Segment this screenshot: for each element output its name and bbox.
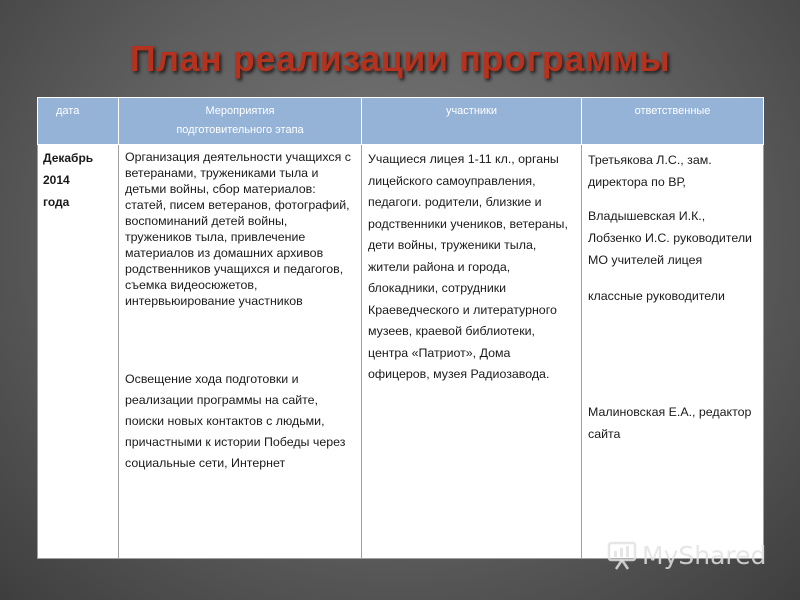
header-participants: участники [362,98,582,145]
presentation-board-icon [607,539,637,571]
myshared-watermark [607,536,767,574]
plan-table-container [37,97,763,559]
responsible-3: классные руководители [588,289,725,303]
header-events-line1: Мероприятия [205,105,275,117]
slide-title: План реализации программы [129,38,671,79]
plan-table [37,97,764,559]
header-events-line2: подготовительного этапа [176,124,304,136]
date-month: Декабрь [43,151,94,165]
cell-date [38,145,119,559]
table-row [38,145,764,559]
date-year: 2014 [43,173,70,187]
header-date: дата [38,98,119,145]
table-header-row [38,98,764,145]
cell-events [119,145,362,559]
date-suffix: года [43,195,70,209]
responsible-4: Малиновская Е.А., редактор сайта [588,405,752,441]
events-block-2: Освещение хода подготовки и реализации программы на сайте, поиски новых контактов с людьми, причастными к истории Победы через социальные сети, Интернет [125,372,346,470]
responsible-2: Владышевская И.К., Лобзенко И.С. руководители МО учителей лицея [588,209,752,267]
header-responsible: ответственные [582,98,764,145]
responsible-1: Третьякова Л.С., зам. директора по ВР, [588,153,712,189]
cell-responsible [582,145,764,559]
cell-participants: Учащиеся лицея 1-11 кл., органы лицейского самоуправления, педагоги. родители, близкие и родственники учеников, ветераны, дети войны, труженики тыла, жители района и города, блокадники, сотрудники Краеведческого и литературного музеев, краевой библиотеки, центра «Патриот», Дома офицеров, музея Радиозавода. [362,145,582,559]
header-events [119,98,362,145]
watermark-text: MyShared [642,540,767,570]
events-block-1: Организация деятельности учащихся с ветеранами, тружениками тыла и детьми войны, сбор материалов: статей, писем ветеранов, фотографий, воспоминаний детей войны, тружеников тыла, привлечение материалов из домашних архивов родственников учащихся и педагогов, съемка видеосюжетов, интервьюирование участников [125,150,351,308]
